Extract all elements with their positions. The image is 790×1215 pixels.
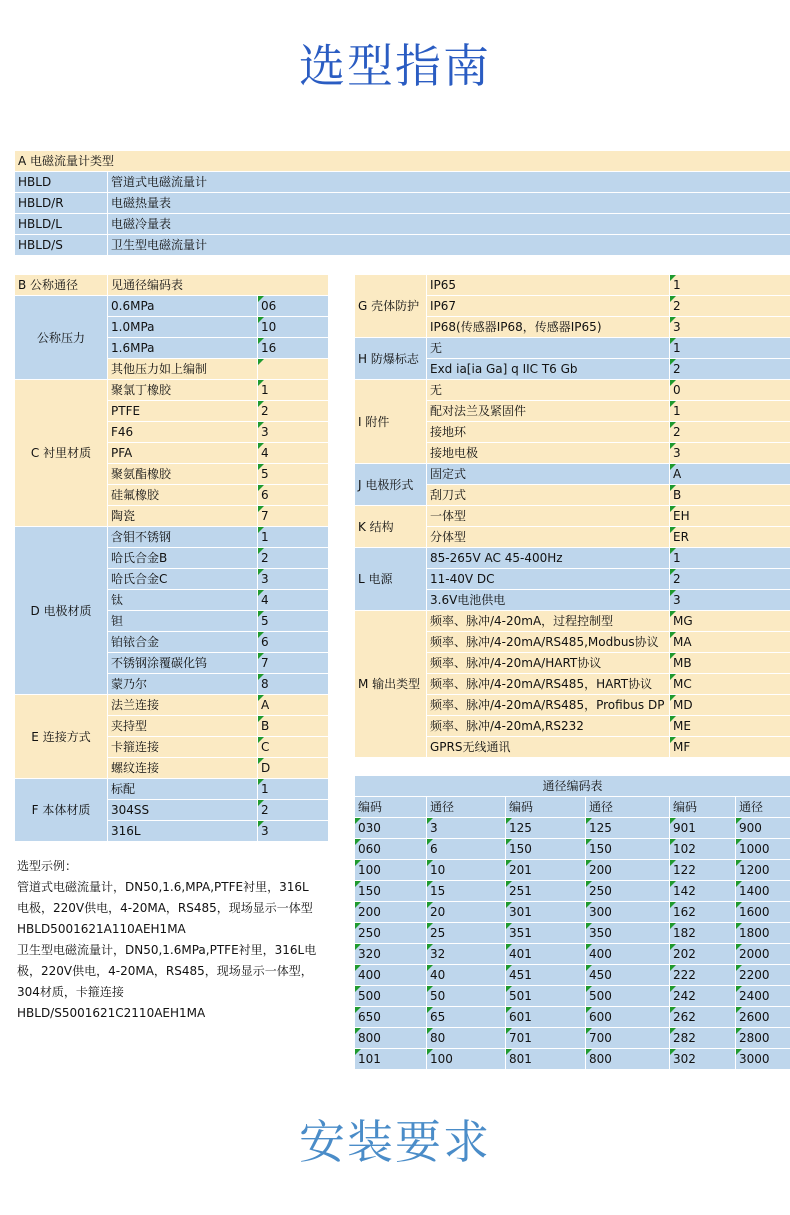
option-description: 0.6MPa	[108, 296, 258, 317]
spec-table-right	[354, 274, 790, 758]
size-code: 500	[355, 986, 427, 1007]
option-description: 频率、脉冲/4-20mA/RS485，HART协议	[427, 674, 670, 695]
option-description: 3.6V电池供电	[427, 590, 670, 611]
option-code: 5	[258, 611, 329, 632]
option-code: 1	[670, 275, 790, 296]
type-description: 电磁冷量表	[108, 214, 790, 235]
nominal-diameter: 1600	[736, 902, 790, 923]
option-code: 1	[670, 548, 790, 569]
column-header: 通径	[586, 797, 670, 818]
example-line: 极，220V供电，4-20MA，RS485，现场显示一体型，	[17, 964, 313, 978]
option-description: 接地电极	[427, 443, 670, 464]
table-row	[355, 464, 790, 485]
nominal-diameter: 20	[427, 902, 506, 923]
option-code: 6	[258, 485, 329, 506]
option-code: 2	[670, 296, 790, 317]
table-row	[15, 214, 790, 235]
size-code: 182	[670, 923, 736, 944]
option-description: PFA	[108, 443, 258, 464]
option-code: MB	[670, 653, 790, 674]
option-code: 2	[670, 422, 790, 443]
option-description: 频率、脉冲/4-20mA,RS232	[427, 716, 670, 737]
type-description: 电磁热量表	[108, 193, 790, 214]
section-header: A 电磁流量计类型	[15, 151, 790, 172]
option-code: 2	[258, 548, 329, 569]
table-row	[355, 506, 790, 527]
option-description: 蒙乃尔	[108, 674, 258, 695]
option-description: 刮刀式	[427, 485, 670, 506]
option-code: 3	[258, 821, 329, 842]
spec-table-left	[14, 274, 329, 842]
column-header: 编码	[506, 797, 586, 818]
option-description: 配对法兰及紧固件	[427, 401, 670, 422]
group-label: D 电极材质	[15, 527, 108, 695]
option-description: 316L	[108, 821, 258, 842]
option-description: PTFE	[108, 401, 258, 422]
option-description: 1.0MPa	[108, 317, 258, 338]
option-code: 3	[670, 443, 790, 464]
size-code: 142	[670, 881, 736, 902]
option-description: 频率、脉冲/4-20mA/RS485,Modbus协议	[427, 632, 670, 653]
size-code: 400	[355, 965, 427, 986]
size-code: 301	[506, 902, 586, 923]
option-code: MC	[670, 674, 790, 695]
table-row	[355, 839, 790, 860]
option-description: 分体型	[427, 527, 670, 548]
nominal-diameter: 350	[586, 923, 670, 944]
nominal-diameter: 500	[586, 986, 670, 1007]
meter-type-table	[14, 150, 790, 256]
column-header: 通径	[427, 797, 506, 818]
group-label: M 输出类型	[355, 611, 427, 758]
size-code: 901	[670, 818, 736, 839]
option-code: 8	[258, 674, 329, 695]
table-row	[355, 611, 790, 632]
nominal-diameter: 2200	[736, 965, 790, 986]
nominal-diameter: 3	[427, 818, 506, 839]
table-row	[355, 860, 790, 881]
type-description: 管道式电磁流量计	[108, 172, 790, 193]
nominal-diameter: 300	[586, 902, 670, 923]
size-code: 242	[670, 986, 736, 1007]
option-code: EH	[670, 506, 790, 527]
size-code: 351	[506, 923, 586, 944]
option-code: 3	[670, 590, 790, 611]
option-code	[258, 359, 329, 380]
size-code: 302	[670, 1049, 736, 1070]
option-code: 6	[258, 632, 329, 653]
example-line: 卫生型电磁流量计，DN50,1.6MPa,PTFE衬里，316L电	[17, 943, 317, 957]
option-description: 铂铱合金	[108, 632, 258, 653]
option-description: 夹持型	[108, 716, 258, 737]
group-label: J 电极形式	[355, 464, 427, 506]
option-code: B	[670, 485, 790, 506]
size-code: 201	[506, 860, 586, 881]
option-description: IP68(传感器IP68，传感器IP65)	[427, 317, 670, 338]
table-row	[355, 776, 790, 797]
option-description: GPRS无线通讯	[427, 737, 670, 758]
option-description: 固定式	[427, 464, 670, 485]
option-description: 含钼不锈钢	[108, 527, 258, 548]
table-title: 通径编码表	[355, 776, 790, 797]
option-description: 1.6MPa	[108, 338, 258, 359]
nominal-diameter: 15	[427, 881, 506, 902]
table-row	[355, 818, 790, 839]
table-row	[15, 193, 790, 214]
nominal-diameter: 150	[586, 839, 670, 860]
option-code: MA	[670, 632, 790, 653]
option-description: 硅氟橡胶	[108, 485, 258, 506]
group-label: C 衬里材质	[15, 380, 108, 527]
nominal-diameter: 65	[427, 1007, 506, 1028]
option-code: MF	[670, 737, 790, 758]
table-row	[355, 923, 790, 944]
option-description: 钛	[108, 590, 258, 611]
page-title: 选型指南	[299, 39, 491, 93]
size-code: 150	[506, 839, 586, 860]
nominal-diameter: 2400	[736, 986, 790, 1007]
nominal-diameter: 25	[427, 923, 506, 944]
option-code: 7	[258, 653, 329, 674]
table-row	[355, 797, 790, 818]
size-code: 202	[670, 944, 736, 965]
nominal-diameter: 2000	[736, 944, 790, 965]
size-code: 101	[355, 1049, 427, 1070]
table-row	[355, 881, 790, 902]
table-row	[355, 275, 790, 296]
option-code: 4	[258, 443, 329, 464]
group-label: L 电源	[355, 548, 427, 611]
nominal-diameter: 700	[586, 1028, 670, 1049]
nominal-diameter: 1400	[736, 881, 790, 902]
option-code: 7	[258, 506, 329, 527]
group-label: B 公称通径	[15, 275, 108, 296]
option-code: 3	[670, 317, 790, 338]
table-row	[355, 902, 790, 923]
table-row	[15, 380, 329, 401]
option-code: MG	[670, 611, 790, 632]
example-line: HBLD/S5001621C2110AEH1MA	[17, 1006, 206, 1020]
selection-example	[17, 856, 337, 1024]
nominal-diameter: 40	[427, 965, 506, 986]
size-code: 200	[355, 902, 427, 923]
example-line: 304材质，卡箍连接	[17, 985, 124, 999]
option-code: 16	[258, 338, 329, 359]
group-label: 公称压力	[15, 296, 108, 380]
nominal-diameter: 800	[586, 1049, 670, 1070]
option-code: D	[258, 758, 329, 779]
option-description: 哈氏合金C	[108, 569, 258, 590]
nominal-diameter: 400	[586, 944, 670, 965]
type-description: 卫生型电磁流量计	[108, 235, 790, 256]
example-line: HBLD5001621A110AEH1MA	[17, 922, 186, 936]
option-code: ER	[670, 527, 790, 548]
size-code: 701	[506, 1028, 586, 1049]
option-code: 0	[670, 380, 790, 401]
column-header: 通径	[736, 797, 790, 818]
nominal-diameter: 200	[586, 860, 670, 881]
group-label: K 结构	[355, 506, 427, 548]
table-row	[355, 380, 790, 401]
option-description: 304SS	[108, 800, 258, 821]
group-label: E 连接方式	[15, 695, 108, 779]
table-row	[15, 151, 790, 172]
option-description: 11-40V DC	[427, 569, 670, 590]
option-code: 3	[258, 422, 329, 443]
option-description: 无	[427, 338, 670, 359]
table-row	[355, 338, 790, 359]
nominal-diameter: 250	[586, 881, 670, 902]
option-code: B	[258, 716, 329, 737]
size-code: 102	[670, 839, 736, 860]
size-code: 800	[355, 1028, 427, 1049]
table-row	[15, 695, 329, 716]
option-description: 标配	[108, 779, 258, 800]
nominal-diameter: 80	[427, 1028, 506, 1049]
size-code-table	[354, 775, 790, 1070]
nominal-diameter: 6	[427, 839, 506, 860]
nominal-diameter: 2800	[736, 1028, 790, 1049]
size-code: 650	[355, 1007, 427, 1028]
option-description: 一体型	[427, 506, 670, 527]
size-code: 262	[670, 1007, 736, 1028]
nominal-diameter: 1200	[736, 860, 790, 881]
option-code: 2	[670, 569, 790, 590]
table-row	[355, 548, 790, 569]
option-code: A	[670, 464, 790, 485]
nominal-diameter: 900	[736, 818, 790, 839]
size-code: 320	[355, 944, 427, 965]
option-description: 聚氨酯橡胶	[108, 464, 258, 485]
option-description: 频率、脉冲/4-20mA，过程控制型	[427, 611, 670, 632]
size-code: 125	[506, 818, 586, 839]
example-line: 电极，220V供电，4-20MA，RS485，现场显示一体型	[17, 901, 313, 915]
nominal-diameter: 3000	[736, 1049, 790, 1070]
option-code: 2	[670, 359, 790, 380]
size-code: 801	[506, 1049, 586, 1070]
option-code: 06	[258, 296, 329, 317]
option-code: 2	[258, 401, 329, 422]
table-row	[15, 527, 329, 548]
option-code: 4	[258, 590, 329, 611]
table-row	[355, 1049, 790, 1070]
table-row	[15, 235, 790, 256]
table-row	[355, 965, 790, 986]
table-row	[15, 275, 329, 296]
size-code: 030	[355, 818, 427, 839]
table-row	[355, 1007, 790, 1028]
type-code: HBLD	[15, 172, 108, 193]
group-label: I 附件	[355, 380, 427, 464]
size-code: 100	[355, 860, 427, 881]
option-description: 法兰连接	[108, 695, 258, 716]
option-code: 1	[258, 527, 329, 548]
option-code: 3	[258, 569, 329, 590]
option-description: 卡箍连接	[108, 737, 258, 758]
nominal-diameter: 32	[427, 944, 506, 965]
section-title-installation: 安装要求	[299, 1115, 491, 1169]
option-code: A	[258, 695, 329, 716]
nominal-diameter: 125	[586, 818, 670, 839]
option-description: 见通径编码表	[108, 275, 329, 296]
column-header: 编码	[355, 797, 427, 818]
size-code: 250	[355, 923, 427, 944]
group-label: G 壳体防护	[355, 275, 427, 338]
size-code: 150	[355, 881, 427, 902]
option-description: 频率、脉冲/4-20mA/HART协议	[427, 653, 670, 674]
size-code: 251	[506, 881, 586, 902]
nominal-diameter: 100	[427, 1049, 506, 1070]
option-description: 钽	[108, 611, 258, 632]
type-code: HBLD/R	[15, 193, 108, 214]
nominal-diameter: 10	[427, 860, 506, 881]
option-code: 1	[258, 779, 329, 800]
option-description: 无	[427, 380, 670, 401]
table-row	[355, 944, 790, 965]
nominal-diameter: 1000	[736, 839, 790, 860]
option-description: 螺纹连接	[108, 758, 258, 779]
option-code: 2	[258, 800, 329, 821]
option-code: C	[258, 737, 329, 758]
option-description: 频率、脉冲/4-20mA/RS485，Profibus DP	[427, 695, 670, 716]
option-description: 其他压力如上编制	[108, 359, 258, 380]
size-code: 601	[506, 1007, 586, 1028]
option-description: Exd ia[ia Ga] q IIC T6 Gb	[427, 359, 670, 380]
option-code: 1	[670, 401, 790, 422]
nominal-diameter: 450	[586, 965, 670, 986]
option-code: MD	[670, 695, 790, 716]
example-line: 管道式电磁流量计，DN50,1.6,MPA,PTFE衬里，316L	[17, 880, 309, 894]
option-description: 陶瓷	[108, 506, 258, 527]
size-code: 122	[670, 860, 736, 881]
option-description: 不锈钢涂覆碳化钨	[108, 653, 258, 674]
option-code: 5	[258, 464, 329, 485]
nominal-diameter: 2600	[736, 1007, 790, 1028]
option-description: 哈氏合金B	[108, 548, 258, 569]
nominal-diameter: 50	[427, 986, 506, 1007]
table-row	[15, 172, 790, 193]
option-code: ME	[670, 716, 790, 737]
option-code: 1	[670, 338, 790, 359]
option-description: 聚氯丁橡胶	[108, 380, 258, 401]
size-code: 401	[506, 944, 586, 965]
option-description: IP65	[427, 275, 670, 296]
option-description: 85-265V AC 45-400Hz	[427, 548, 670, 569]
column-header: 编码	[670, 797, 736, 818]
nominal-diameter: 1800	[736, 923, 790, 944]
option-description: F46	[108, 422, 258, 443]
size-code: 162	[670, 902, 736, 923]
option-code: 1	[258, 380, 329, 401]
table-row	[355, 1028, 790, 1049]
size-code: 060	[355, 839, 427, 860]
size-code: 282	[670, 1028, 736, 1049]
size-code: 451	[506, 965, 586, 986]
type-code: HBLD/L	[15, 214, 108, 235]
option-code: 10	[258, 317, 329, 338]
example-line: 选型示例：	[17, 859, 78, 873]
size-code: 501	[506, 986, 586, 1007]
option-description: 接地环	[427, 422, 670, 443]
table-row	[355, 986, 790, 1007]
table-row	[15, 779, 329, 800]
type-code: HBLD/S	[15, 235, 108, 256]
size-code: 222	[670, 965, 736, 986]
option-description: IP67	[427, 296, 670, 317]
table-row	[15, 296, 329, 317]
group-label: H 防爆标志	[355, 338, 427, 380]
nominal-diameter: 600	[586, 1007, 670, 1028]
group-label: F 本体材质	[15, 779, 108, 842]
